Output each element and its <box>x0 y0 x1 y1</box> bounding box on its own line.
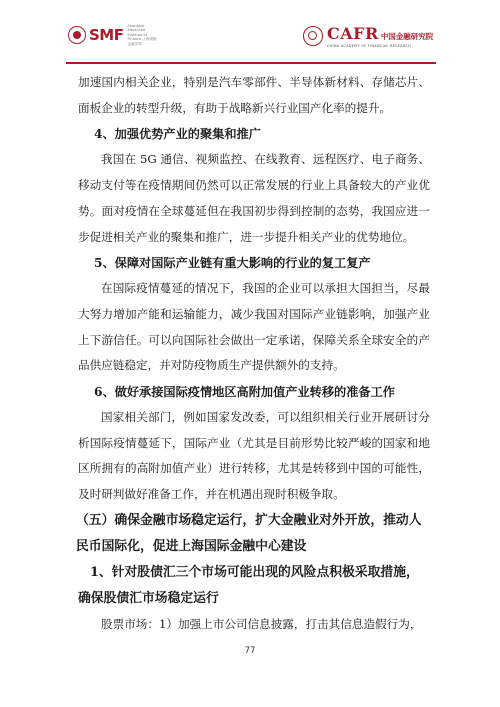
cafr-emblem-icon <box>303 26 323 46</box>
page-number: 77 <box>244 646 256 656</box>
section-heading-5: （五）确保金融市场稳定运行，扩大金融业对外开放，推动人民币国际化，促进上海国际金融中心建设 <box>76 512 422 554</box>
smf-emblem-icon <box>68 26 86 44</box>
page-body <box>78 70 430 638</box>
heading-6: 6、做好承接国际疫情地区高附加值产业转移的准备工作 <box>94 385 395 400</box>
paragraph-5: 在国际疫情蔓延的情况下，我国的企业可以承担大国担当，尽最大努力增加产能和运输能力，减少我国对国际产业链影响，加强产业上下游信任。可以向国际社会做出一定承诺，保障关系全球安全的产品供应链稳定，并对防疫物质生产提供额外的支持。 <box>78 281 430 373</box>
paragraph-intro: 加速国内相关企业，特别是汽车零部件、半导体新材料、存储芯片、面板企业的转型升级，有助于战略新兴行业国产化率的提升。 <box>78 75 430 115</box>
header-divider <box>66 62 436 64</box>
cafr-logo <box>303 24 433 48</box>
paragraph-7: 股票市场：1）加强上市公司信息披露，打击其信息造假行为， <box>101 616 422 631</box>
paragraph-6: 国家相关部门，例如国家发改委，可以组织相关行业开展研讨分析国际疫情蔓延下，国际产业（尤其是目前形势比较严峻的国家和地区所拥有的高附加值产业）进行转移，尤其是转移到中国的可能性，及时研判做好准备工作，并在机遇出现时积极争取。 <box>78 410 430 502</box>
cafr-logo-en: CHINA ACADEMY OF FINANCIAL RESEARCH <box>327 44 411 48</box>
paragraph-4: 我国在 5G 通信、视频监控、在线教育、远程医疗、电子商务、移动支付等在疫情期间仍然可以正常发展的行业上具备较大的产业优势。面对疫情在全球蔓延但在我国初步得到控制的态势，我国应进一步促进相关产业的聚集和推广，进一步提升相关产业的优势地位。 <box>78 152 430 244</box>
heading-5: 5、保障对国际产业链有重大影响的行业的复工复产 <box>94 256 371 271</box>
page-header <box>0 0 500 62</box>
cafr-logo-cn: 中国金融研究院 <box>380 32 434 41</box>
smf-logo-text: SMF <box>89 26 124 45</box>
smf-logo-subtitle: Shanghai Advanced Institute of Finance 上海高级金融学院 <box>127 24 157 46</box>
cafr-logo-text: CAFR <box>327 24 379 43</box>
subsection-heading-1: 1、针对股债汇三个市场可能出现的风险点积极采取措施，确保股债汇市场稳定运行 <box>78 564 419 606</box>
smf-logo <box>68 24 159 46</box>
heading-4: 4、加强优势产业的聚集和推广 <box>94 127 261 142</box>
